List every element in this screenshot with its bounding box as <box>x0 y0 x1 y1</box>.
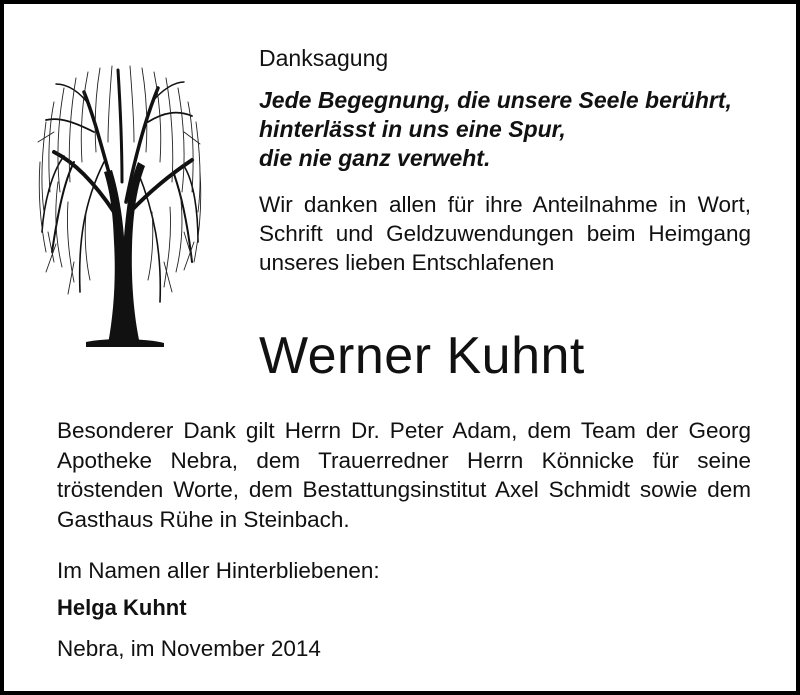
quote <box>259 86 779 173</box>
deceased-name: Werner Kuhnt <box>259 327 585 385</box>
tree-icon <box>34 62 202 348</box>
quote-line: hinterlässt in uns eine Spur, <box>259 116 566 142</box>
signoff: Im Namen aller Hinterbliebenen: <box>57 558 380 583</box>
special-thanks: Besonderer Dank gilt Herrn Dr. Peter Adam, dem Team der Georg Apotheke Nebra, dem Trauerredner Herrn Könnicke für seine tröstenden Worte, dem Bestattungsinstitut Axel Schmidt sowie dem Gasthaus Rühe in Steinbach. <box>57 418 751 532</box>
place-date: Nebra, im November 2014 <box>57 636 321 661</box>
thanks-text: Wir danken allen für ihre Anteilnahme in Wort, Schrift und Geldzuwendungen beim Heimgang unseres lieben Entschlafenen <box>259 192 751 275</box>
heading: Danksagung <box>259 45 389 71</box>
signer-name: Helga Kuhnt <box>57 595 187 620</box>
quote-line: die nie ganz verweht. <box>259 145 491 171</box>
quote-line: Jede Begegnung, die unsere Seele berührt, <box>259 87 732 113</box>
